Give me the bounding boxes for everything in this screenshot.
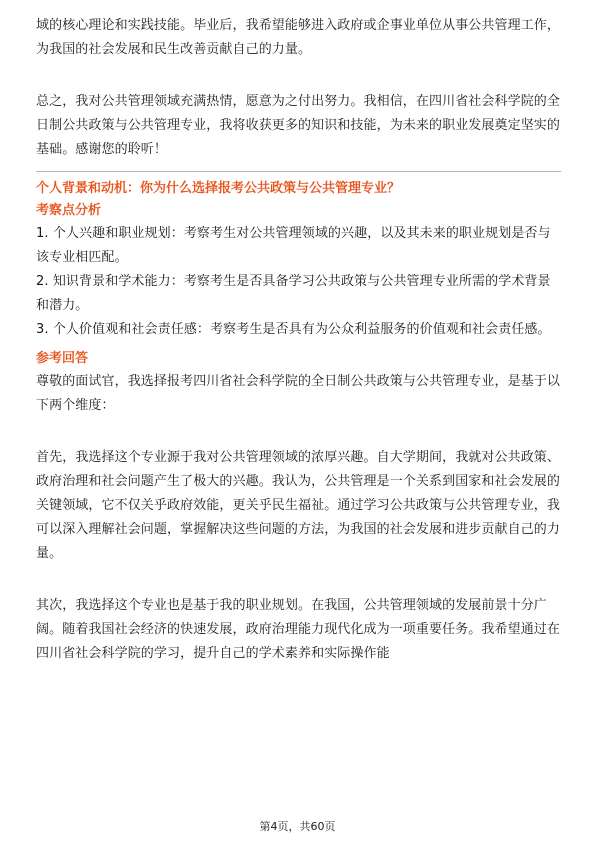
spacer <box>36 566 561 594</box>
analysis-item-3: 3. 个人价值观和社会责任感：考察考生是否具有为公众利益服务的价值观和社会责任感。 <box>36 322 551 337</box>
page-number: 第4页，共60页 <box>259 820 336 833</box>
spacer <box>36 418 561 446</box>
intro-paragraph-1: 域的核心理论和实践技能。毕业后，我希望能够进入政府或企事业单位从事公共管理工作，为我国的社会发展和民生改善贡献自己的力量。 <box>36 18 561 57</box>
answer-heading: 参考回答 <box>36 351 89 366</box>
analysis-item-1: 1. 个人兴趣和职业规划：考察考生对公共管理领域的兴趣，以及其未来的职业规划是否与该专业相匹配。 <box>36 226 551 265</box>
document-page <box>36 14 561 666</box>
question-title: 个人背景和动机：你为什么选择报考公共政策与公共管理专业？ <box>36 181 401 196</box>
section-divider <box>36 171 561 172</box>
spacer <box>36 62 561 90</box>
analysis-heading: 考察点分析 <box>36 203 102 218</box>
analysis-item-2: 2. 知识背景和学术能力：考察考生是否具备学习公共政策与公共管理专业所需的学术背景和潜力。 <box>36 274 551 313</box>
answer-paragraph-2: 首先，我选择这个专业源于我对公共管理领域的浓厚兴趣。自大学期间，我就对公共政策、政府治理和社会问题产生了极大的兴趣。我认为，公共管理是一个关系到国家和社会发展的关键领域，它不仅关乎政府效能，更关乎民生福祉。通过学习公共政策与公共管理专业，我可以深入理解社会问题，掌握解决这些问题的方法，为我国的社会发展和进步贡献自己的力量。 <box>36 450 561 561</box>
answer-paragraph-1: 尊敬的面试官，我选择报考四川省社会科学院的全日制公共政策与公共管理专业，是基于以下两个维度： <box>36 374 561 413</box>
intro-paragraph-2: 总之，我对公共管理领域充满热情，愿意为之付出努力。我相信，在四川省社会科学院的全日制公共政策与公共管理专业，我将收获更多的知识和技能，为未来的职业发展奠定坚实的基础。感谢您的聆听！ <box>36 94 561 157</box>
answer-paragraph-3: 其次，我选择这个专业也是基于我的职业规划。在我国，公共管理领域的发展前景十分广阔。随着我国社会经济的快速发展，政府治理能力现代化成为一项重要任务。我希望通过在四川省社会科学院的学习，提升自己的学术素养和实际操作能 <box>36 598 561 661</box>
